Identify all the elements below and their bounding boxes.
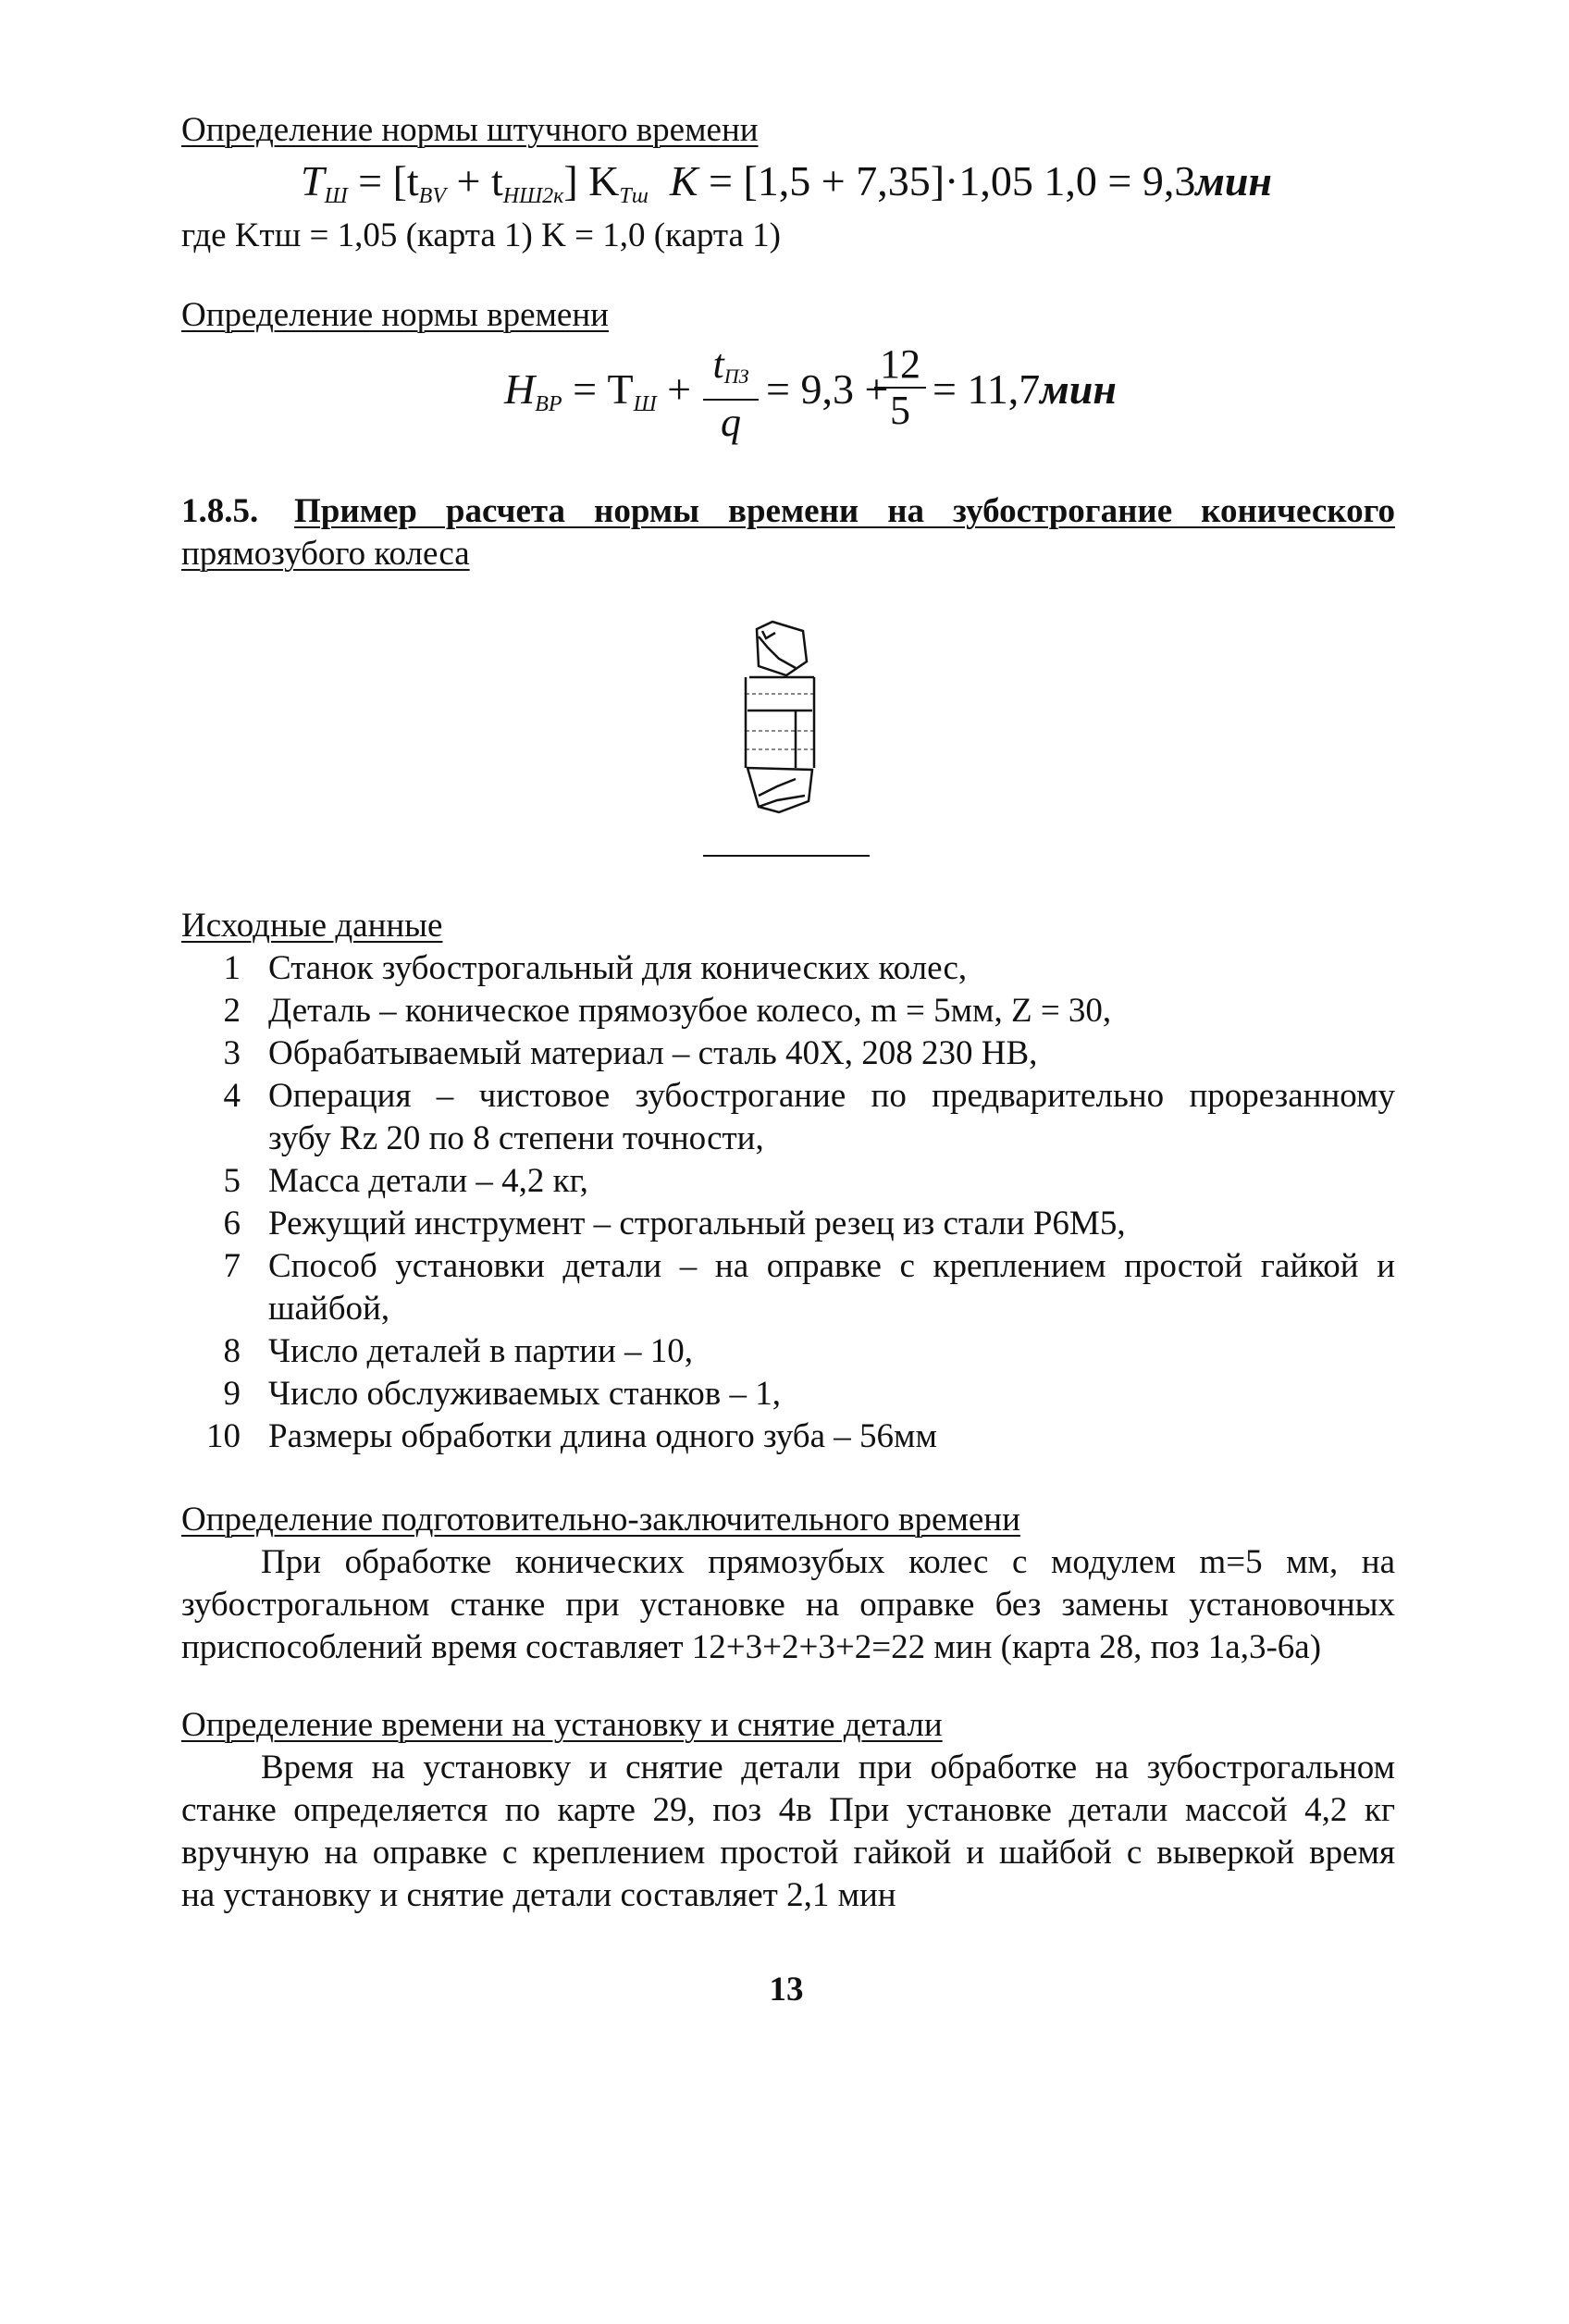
setup-para-line3: вручную на оправке с креплением простой гайкой и шайбой с выверкой время <box>181 1834 1395 1872</box>
list-item: Число деталей в партии – 10, <box>268 1332 694 1370</box>
list-item-number: 7 <box>223 1247 241 1285</box>
list-item-continuation: зубу Rz 20 по 8 степени точности, <box>268 1119 764 1157</box>
heading-norm-time: Определение нормы времени <box>181 296 609 334</box>
list-item: Размеры обработки длина одного зуба – 56мм <box>268 1417 937 1455</box>
section-title-line1: Пример расчета нормы времени на зубострогание конического <box>294 492 1395 530</box>
formula-mid: = 9,3 + <box>766 365 889 413</box>
list-item-number: 1 <box>223 949 241 987</box>
section-number: 1.8.5. <box>181 492 259 530</box>
setup-para-line1: Время на установку и снятие детали при обработке на зубострогальном <box>261 1749 1395 1786</box>
heading-setup-time: Определение времени на установку и снятие детали <box>181 1706 943 1744</box>
prep-para-line3: приспособлений время составляет 12+3+2+3+2=22 мин (карта 28, поз 1а,3-6а) <box>181 1628 1322 1666</box>
list-item-number: 4 <box>223 1077 241 1115</box>
heading-prep-time: Определение подготовительно-заключительного времени <box>181 1501 1020 1539</box>
list-item-number: 2 <box>223 992 241 1030</box>
list-item: Станок зубострогальный для конических колес, <box>268 949 968 987</box>
list-item: Обрабатываемый материал – сталь 40Х, 208 230 НВ, <box>268 1034 1038 1072</box>
divider-line <box>703 855 870 857</box>
fraction-12-5: $\frac{12}{5}$ <box>874 342 926 433</box>
setup-para-line4: на установку и снятие детали составляет 2,1 мин <box>181 1876 896 1914</box>
bevel-gear-sketch-icon <box>722 611 833 823</box>
list-item-number: 10 <box>206 1417 241 1455</box>
list-item: Деталь – коническое прямозубое колесо, m = 5мм, Z = 30, <box>268 992 1112 1030</box>
heading-piece-time: Определение нормы штучного времени <box>181 111 759 149</box>
prep-para-line1: При обработке конических прямозубых колес с модулем m=5 мм, на <box>261 1543 1395 1581</box>
list-item-number: 6 <box>223 1205 241 1242</box>
formula-piece-time: $T_Ш = [t_{BV} + t_{НШ2к}]$ $K_{Тш}$ K = [1,5 + 7,35]·1,05 1,0 = 9,3мин <box>301 157 1272 208</box>
fraction-tpz-q: $t_{ПЗ}$ q <box>703 342 759 445</box>
list-item-number: 5 <box>223 1162 241 1200</box>
list-item-continuation: шайбой, <box>268 1290 390 1328</box>
prep-para-line2: зубострогальном станке при установке на оправке без замены установочных <box>181 1586 1395 1624</box>
list-item-number: 9 <box>223 1375 241 1413</box>
list-item-number: 3 <box>223 1034 241 1072</box>
setup-para-line2: станке определяется по карте 29, поз 4в При установке детали массой 4,2 кг <box>181 1791 1395 1829</box>
page-number: 13 <box>769 1971 804 2009</box>
coefficients-note: где Kтш = 1,05 (карта 1) K = 1,0 (карта 1) <box>181 216 781 254</box>
list-item: Операция – чистовое зубострогание по предварительно прорезанному <box>268 1077 1395 1115</box>
list-item-number: 8 <box>223 1332 241 1370</box>
list-item: Режущий инструмент – строгальный резец из стали Р6М5, <box>268 1205 1126 1242</box>
heading-initial-data: Исходные данные <box>181 907 443 945</box>
section-title-line2: прямозубого колеса <box>181 535 470 573</box>
list-item: Число обслуживаемых станков – 1, <box>268 1375 782 1413</box>
list-item: Масса детали – 4,2 кг, <box>268 1162 588 1200</box>
list-item: Способ установки детали – на оправке с креплением простой гайкой и <box>268 1247 1395 1285</box>
